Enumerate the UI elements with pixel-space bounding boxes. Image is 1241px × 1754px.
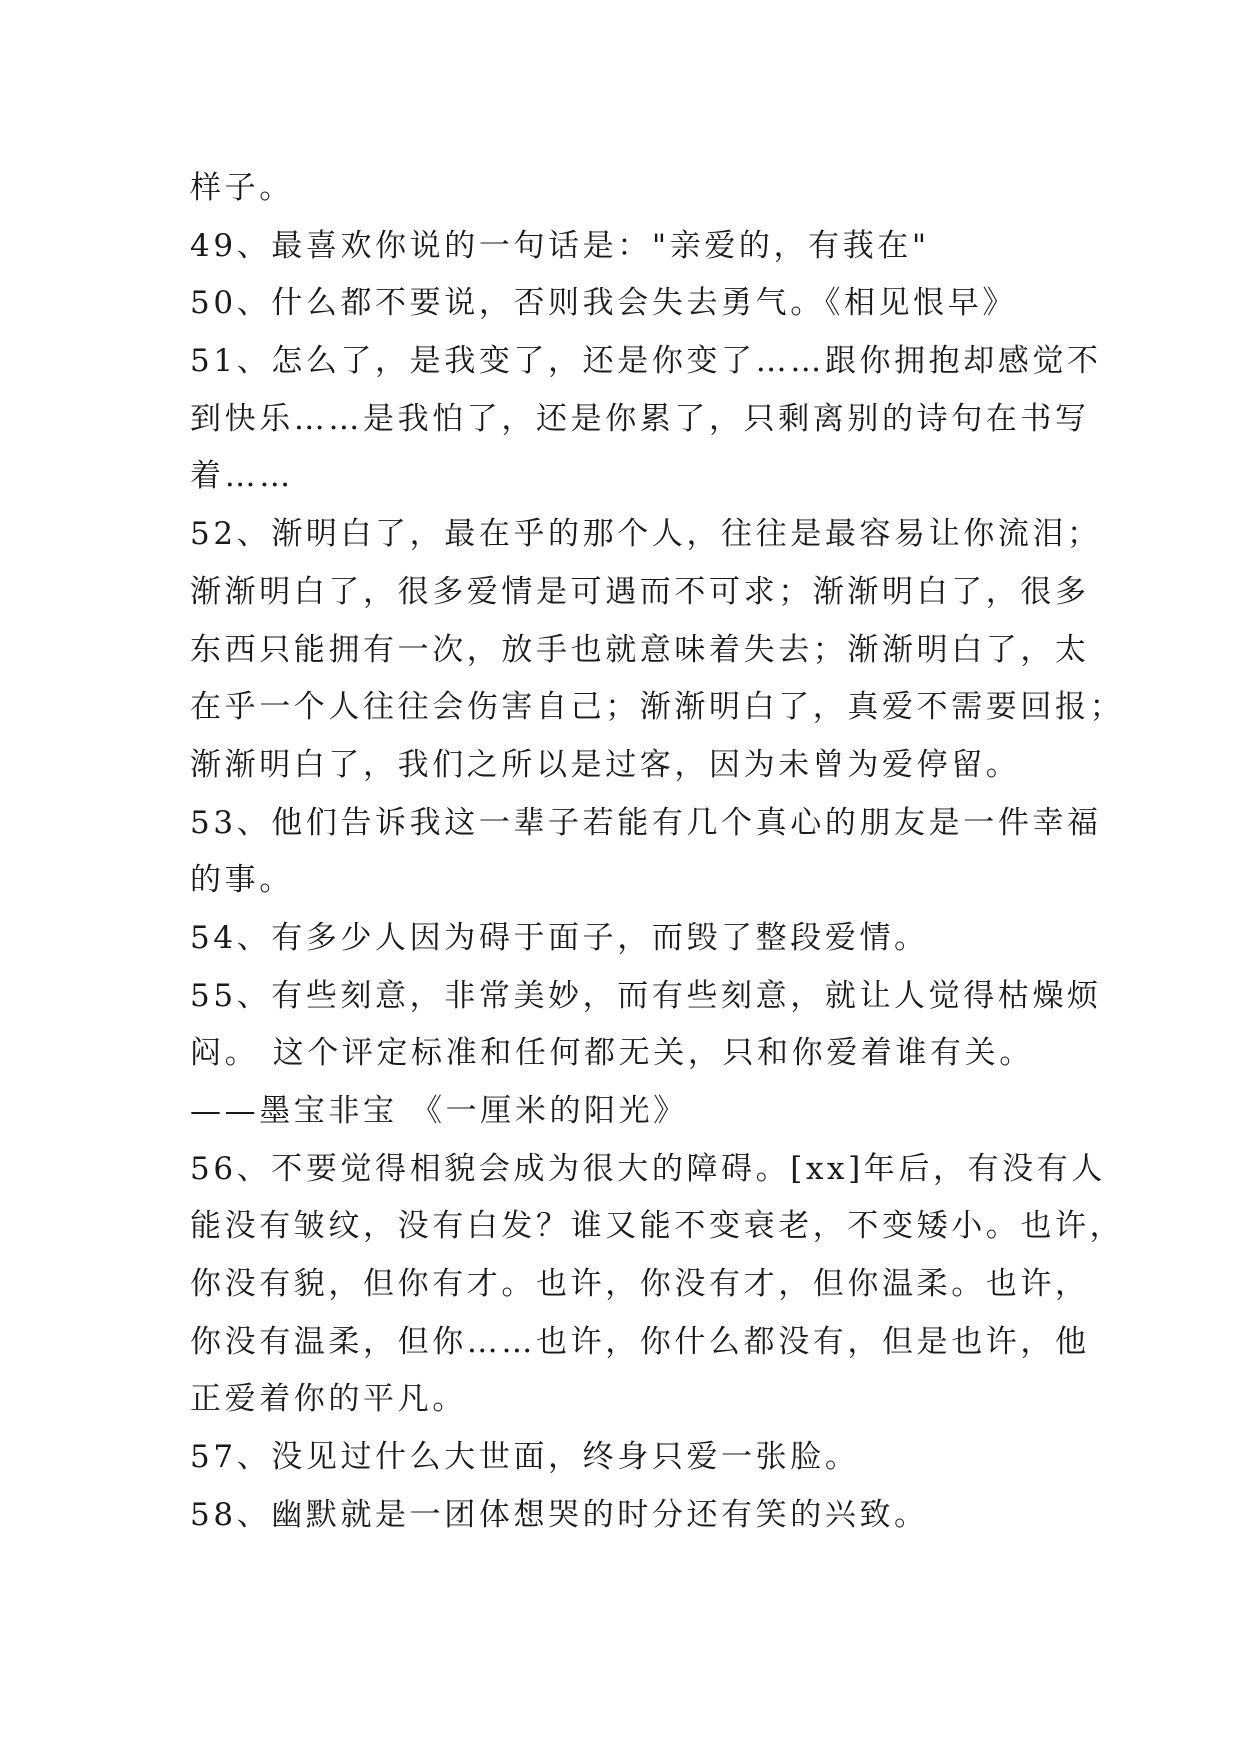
text-line: ——墨宝非宝 《一厘米的阳光》 (190, 1093, 688, 1129)
text-line: 的事。 (190, 862, 294, 899)
text-line: 53、他们告诉我这一辈子若能有几个真心的朋友是一件幸福 (190, 804, 1102, 841)
text-line: 到快乐……是我怕了，还是你累了，只剩离别的诗句在书写 (190, 400, 1090, 437)
text-line: 着…… (190, 458, 294, 495)
text-line: 51、怎么了，是我变了，还是你变了……跟你拥抱却感觉不 (190, 343, 1102, 380)
text-line: 58、幽默就是一团体想哭的时分还有笑的兴致。 (190, 1496, 929, 1533)
text-line: 渐渐明白了，很多爱情是可遇而不可求；渐渐明白了，很多 (190, 573, 1090, 610)
text-line: 你没有貌，但你有才。也许，你没有才，但你温柔。也许， (190, 1266, 1090, 1303)
text-line: 52、渐明白了，最在乎的那个人，往往是最容易让你流泪； (190, 516, 1102, 553)
text-line: 54、有多少人因为碍于面子，而毁了整段爱情。 (190, 919, 929, 956)
text-line: 你没有温柔，但你……也许，你什么都没有，但是也许，他 (190, 1323, 1090, 1360)
text-line: 闷。 这个评定标准和任何都无关，只和你爱着谁有关。 (190, 1035, 1034, 1072)
text-line: 56、不要觉得相貌会成为很大的障碍。[xx]年后，有没有人 (190, 1150, 1106, 1187)
text-line: 能没有皱纹，没有白发？谁又能不变衰老，不变矮小。也许， (190, 1208, 1125, 1245)
text-line: 东西只能拥有一次，放手也就意味着失去；渐渐明白了，太 (190, 631, 1090, 668)
text-line: 正爱着你的平凡。 (190, 1381, 467, 1418)
text-line: 50、什么都不要说，否则我会失去勇气。《相见恨早》 (190, 285, 1017, 322)
text-line: 在乎一个人往往会伤害自己；渐渐明白了，真爱不需要回报； (190, 689, 1125, 726)
text-line: 渐渐明白了，我们之所以是过客，因为未曾为爱停留。 (190, 746, 1021, 783)
text-line: 55、有些刻意，非常美妙，而有些刻意，就让人觉得枯燥烦 (190, 977, 1102, 1014)
document-body (190, 160, 1125, 1545)
text-line: 49、最喜欢你说的一句话是："亲爱的，有莪在" (190, 227, 930, 264)
text-line: 57、没见过什么大世面，终身只爱一张脸。 (190, 1439, 860, 1476)
text-line: 样子。 (190, 170, 294, 206)
